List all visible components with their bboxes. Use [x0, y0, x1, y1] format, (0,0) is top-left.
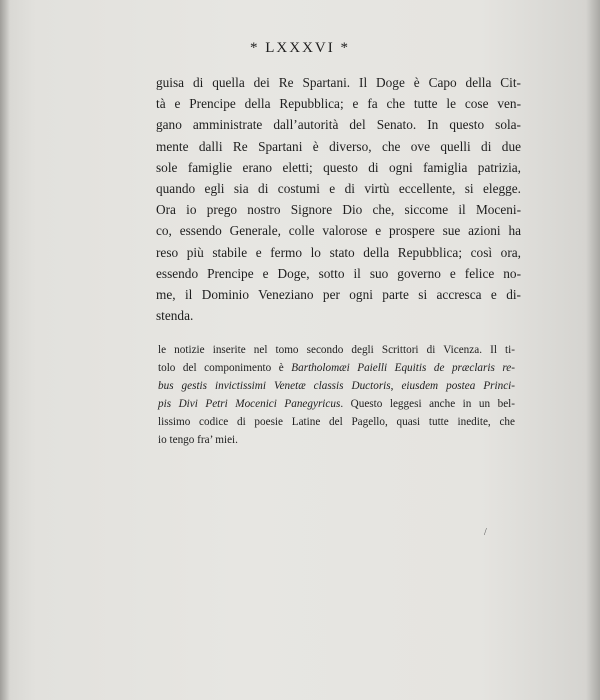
text-line: gano amministrate dall’autorità del Senato. In questo sola- — [156, 117, 521, 133]
footnote-italic-title: Bartholomæi Paielli Equitis de præclaris re- — [291, 361, 515, 374]
footnote-text: , — [390, 379, 402, 392]
footnote-line — [158, 360, 515, 376]
footnote-italic-title: eiusdem postea Princi- — [401, 379, 516, 392]
page-edge-shadow — [586, 0, 600, 700]
footnote-block — [158, 342, 515, 449]
text-line: essendo Prencipe e Doge, sotto il suo governo e felice no- — [156, 265, 521, 281]
text-line: quando egli sia di costumi e di virtù eccellente, si elegge. — [156, 181, 521, 197]
main-text-block — [156, 72, 521, 326]
text-line: mente dalli Re Spartani è diverso, che ove quelli di due — [156, 138, 521, 154]
footnote-text: . Questo leggesi anche in un bel- — [340, 397, 516, 410]
text-line: sole famiglie erano eletti; questo di ogni famiglia patrizia, — [156, 159, 521, 175]
text-line: guisa di quella dei Re Spartani. Il Doge è Capo della Cit- — [156, 75, 521, 90]
footnote-italic-title: bus gestis invictissimi Venetæ classis Ductoris — [158, 379, 391, 392]
page-number-header: * LXXXVI * — [250, 40, 350, 56]
text-line: tà e Prencipe della Repubblica; e fa che tutte le cose ven- — [156, 96, 521, 112]
footnote-line: io tengo fra’ miei. — [158, 433, 238, 446]
text-line: co, essendo Generale, colle valorose e prospere sue azioni ha — [156, 223, 521, 239]
page-gutter-shadow — [0, 0, 10, 700]
text-line: stenda. — [156, 308, 194, 324]
footnote-line: le notizie inserite nel tomo secondo degli Scrittori di Vicenza. Il ti- — [158, 344, 515, 356]
text-line: me, il Dominio Veneziano per ogni parte si accresca e di- — [156, 287, 521, 303]
footnote-italic-title: pis Divi Petri Mocenici Panegyricus — [158, 397, 341, 410]
footnote-line — [158, 378, 515, 394]
stray-ink-mark: / — [484, 527, 487, 538]
footnote-text: tolo del componimento è — [158, 361, 292, 374]
footnote-line — [158, 396, 515, 412]
footnote-line: lissimo codice di poesie Latine del Pagello, quasi tutte inedite, che — [158, 415, 515, 428]
text-line: reso più stabile e fermo lo stato della Repubblica; così ora, — [156, 244, 521, 260]
text-line: Ora io prego nostro Signore Dio che, siccome il Moceni- — [156, 202, 521, 218]
